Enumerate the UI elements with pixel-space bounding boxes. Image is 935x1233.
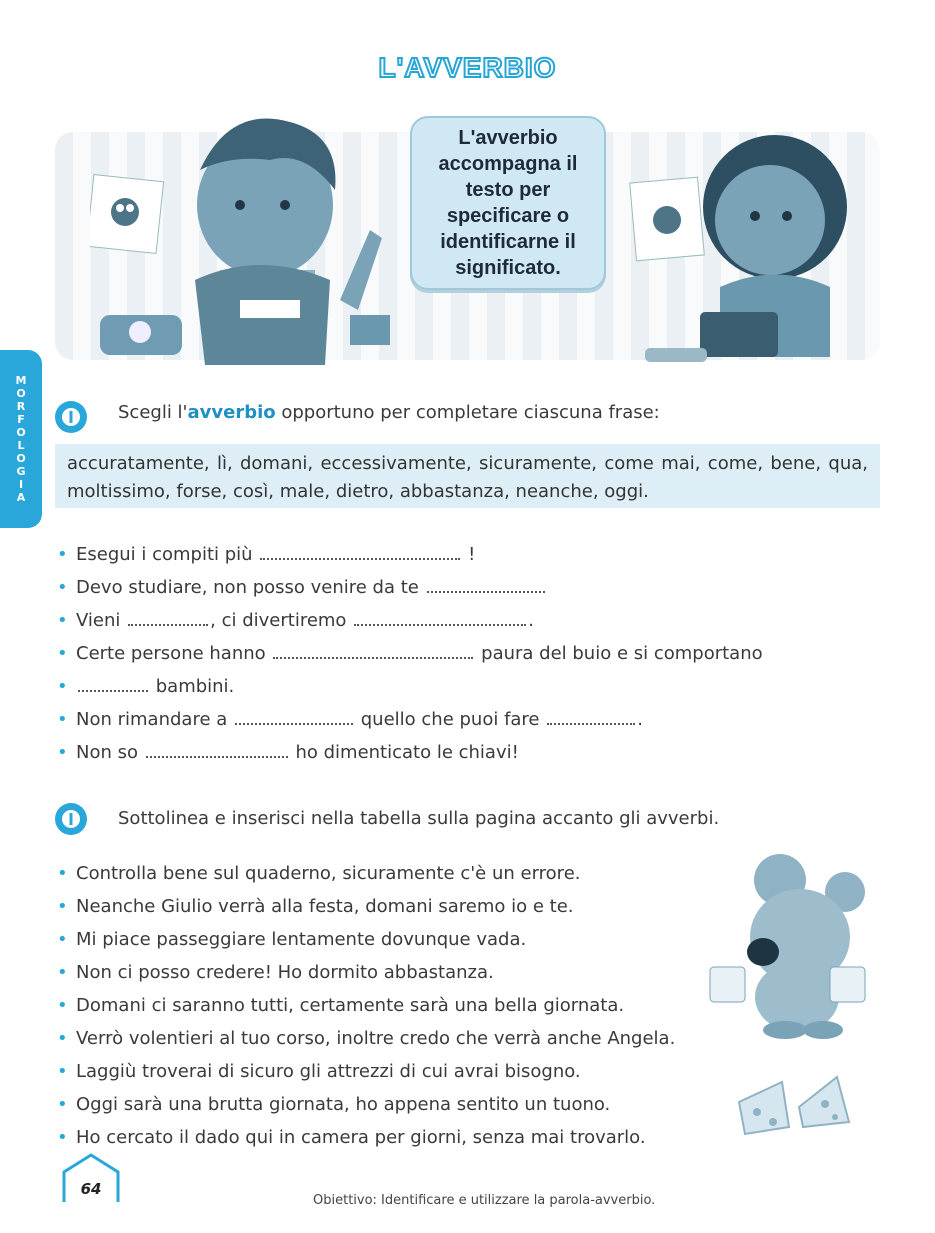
answer-blank[interactable] xyxy=(547,705,635,725)
exercise-1-instruction xyxy=(118,402,660,423)
cheese-illustration xyxy=(737,1072,857,1140)
page-number: 64 xyxy=(80,1180,102,1198)
exercise-icon xyxy=(54,802,88,836)
list-item: • Verrò volentieri al tuo corso, inoltre credo che verrà anche Angela. xyxy=(55,1022,675,1055)
list-item: • Domani ci saranno tutti, certamente sarà una bella giornata. xyxy=(55,989,675,1022)
list-item: • Esegui i compiti più ! xyxy=(55,538,763,571)
section-tab xyxy=(0,350,42,528)
answer-blank[interactable] xyxy=(354,606,526,626)
answer-blank[interactable] xyxy=(146,738,288,758)
instruction-text: Scegli l' xyxy=(118,402,188,423)
boy-illustration xyxy=(90,110,420,365)
list-item: • Mi piace passeggiare lentamente dovunque vada. xyxy=(55,923,675,956)
answer-blank[interactable] xyxy=(128,606,208,626)
exercise-icon xyxy=(54,400,88,434)
answer-blank[interactable] xyxy=(427,573,545,593)
list-item: • Vieni , ci divertiremo . xyxy=(55,604,763,637)
list-item: • Certe persone hanno paura del buio e si comportano xyxy=(55,637,763,670)
section-tab-label: M O R F O L O G I A xyxy=(15,374,27,504)
list-item: • Controlla bene sul quaderno, sicuramente c'è un errore. xyxy=(55,857,675,890)
instruction-text: opportuno per completare ciascuna frase: xyxy=(275,402,660,423)
mouse-illustration xyxy=(705,852,870,1042)
answer-blank[interactable] xyxy=(78,672,148,692)
sentence-list xyxy=(55,857,675,1154)
answer-blank[interactable] xyxy=(260,540,460,560)
definition-bubble: L'avverbio accompagna il testo per specificare o identificarne il significato. xyxy=(410,116,606,290)
list-item: • Non so ho dimenticato le chiavi! xyxy=(55,736,763,769)
exercise-2-instruction: Sottolinea e inserisci nella tabella sulla pagina accanto gli avverbi. xyxy=(118,808,720,829)
list-item: • Neanche Giulio verrà alla festa, domani saremo io e te. xyxy=(55,890,675,923)
answer-blank[interactable] xyxy=(235,705,353,725)
list-item: • Non rimandare a quello che puoi fare . xyxy=(55,703,763,736)
list-item: • Laggiù troverai di sicuro gli attrezzi di cui avrai bisogno. xyxy=(55,1055,675,1088)
word-bank: accuratamente, lì, domani, eccessivamente, sicuramente, come mai, come, bene, qua, moltissimo, forse, così, male, dietro, abbastanza, neanche, oggi. xyxy=(55,444,880,508)
footer-objective: Obiettivo: Identificare e utilizzare la parola-avverbio. xyxy=(313,1193,656,1208)
instruction-keyword: avverbio xyxy=(187,402,276,423)
list-item-continued: • bambini. xyxy=(55,670,763,703)
list-item: • Non ci posso credere! Ho dormito abbastanza. xyxy=(55,956,675,989)
list-item: • Oggi sarà una brutta giornata, ho appena sentito un tuono. xyxy=(55,1088,675,1121)
answer-blank[interactable] xyxy=(273,639,473,659)
list-item: • Devo studiare, non posso venire da te xyxy=(55,571,763,604)
girl-illustration xyxy=(625,112,865,367)
fill-in-list xyxy=(55,538,763,769)
list-item: • Ho cercato il dado qui in camera per giorni, senza mai trovarlo. xyxy=(55,1121,675,1154)
page-title: L'AVVERBIO xyxy=(378,52,557,83)
